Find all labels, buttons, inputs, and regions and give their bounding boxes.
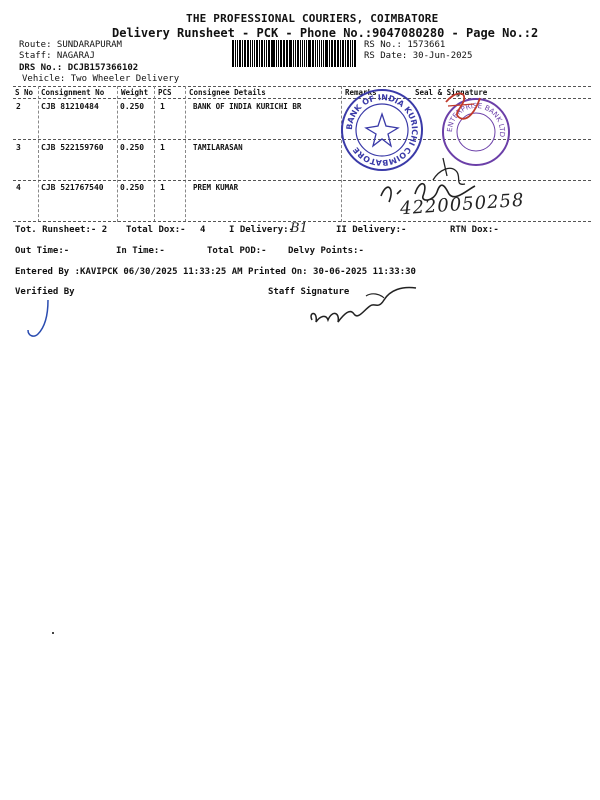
row-consignment: CJB 81210484: [41, 102, 99, 111]
row-weight: 0.250: [120, 183, 145, 192]
total-pod-label: Total POD:-: [207, 246, 267, 256]
barcode-bar: [244, 40, 246, 67]
rtn-dox-label: RTN Dox:-: [450, 225, 499, 235]
row-weight: 0.250: [120, 143, 145, 152]
barcode-bar: [302, 40, 304, 67]
barcode-bar: [266, 40, 267, 67]
stray-dot: [52, 632, 54, 634]
i-delivery-label: I Delivery:-: [229, 225, 295, 235]
barcode-bar: [319, 40, 321, 67]
in-time-label: In Time:-: [116, 246, 165, 256]
row-weight: 0.250: [120, 102, 145, 111]
barcode-bar: [268, 40, 270, 67]
staff-signature-label: Staff Signature: [268, 287, 350, 297]
col-pcs: PCS: [158, 88, 172, 97]
barcode-bar: [350, 40, 351, 67]
row-pcs: 1: [160, 102, 165, 111]
row-consignee: TAMILARASAN: [193, 143, 243, 152]
col-remarks: Remarks: [345, 88, 377, 97]
col-consignee: Consignee Details: [189, 88, 266, 97]
printed-on: Printed On: 30-06-2025 11:33:30: [248, 267, 416, 277]
staff-label: Staff: NAGARAJ: [19, 51, 95, 61]
barcode-bar: [276, 40, 277, 67]
delvy-points-label: Delvy Points:-: [288, 246, 364, 256]
row-consignee: BANK OF INDIA KURICHI BR: [193, 102, 302, 111]
barcode-bar: [283, 40, 285, 67]
verified-by-label: Verified By: [15, 287, 75, 297]
verified-by-mark: [22, 296, 62, 340]
barcode-bar: [325, 40, 328, 67]
barcode-bar: [312, 40, 314, 67]
row-consignment: CJB 521767540: [41, 183, 104, 192]
row-sno: 3: [16, 143, 21, 152]
barcode-bar: [354, 40, 356, 67]
col-seal-signature: Seal & Signature: [415, 88, 488, 97]
barcode-bar: [235, 40, 236, 67]
barcode-bar: [337, 40, 339, 67]
barcode-bar: [247, 40, 249, 67]
barcode-bar: [271, 40, 272, 67]
bank-stamp-text: BANK OF INDIA KURICHI COIMBATORE: [344, 92, 420, 168]
row-pcs: 1: [160, 183, 165, 192]
barcode-bar: [242, 40, 243, 67]
barcode-bar: [306, 40, 307, 67]
barcode-bar: [352, 40, 353, 67]
route-label: Route: SUNDARAPURAM: [19, 40, 122, 50]
row-pcs: 1: [160, 143, 165, 152]
barcode: [232, 40, 357, 67]
barcode-bar: [259, 40, 260, 67]
rs-date: RS Date: 30-Jun-2025: [364, 51, 473, 61]
round-stamp-text: ENTERPRISE BANK LTD: [445, 101, 507, 138]
barcode-bar: [329, 40, 330, 67]
barcode-bar: [252, 40, 253, 67]
barcode-bar: [300, 40, 301, 67]
ii-delivery-label: II Delivery:-: [336, 225, 407, 235]
barcode-bar: [347, 40, 350, 67]
row-sno: 4: [16, 183, 21, 192]
col-consignment: Consignment No: [41, 88, 105, 97]
barcode-bar: [342, 40, 344, 67]
company-title: THE PROFESSIONAL COURIERS, COIMBATORE: [186, 12, 439, 25]
col-weight: Weight: [121, 88, 149, 97]
total-dox-value: 4: [200, 225, 206, 235]
staff-signature-mark: [300, 276, 430, 332]
col-sno: S No: [15, 88, 34, 97]
barcode-bar: [264, 40, 265, 67]
barcode-bar: [272, 40, 275, 67]
total-dox-label: Total Dox:-: [126, 225, 186, 235]
barcode-bar: [278, 40, 279, 67]
barcode-bar: [250, 40, 251, 67]
barcode-bar: [256, 40, 259, 67]
barcode-bar: [254, 40, 255, 67]
barcode-bar: [308, 40, 311, 67]
barcode-bar: [315, 40, 316, 67]
barcode-bar: [304, 40, 305, 67]
tot-runsheet: Tot. Runsheet:- 2: [15, 225, 108, 235]
barcode-bar: [321, 40, 322, 67]
barcode-bar: [293, 40, 294, 67]
drs-number: DRS No.: DCJB157366102: [19, 63, 139, 73]
barcode-bar: [261, 40, 263, 67]
barcode-bar: [237, 40, 238, 67]
barcode-bar: [280, 40, 282, 67]
barcode-bar: [289, 40, 292, 67]
barcode-bar: [331, 40, 333, 67]
i-delivery-handwritten: B1: [290, 221, 308, 236]
out-time-label: Out Time:-: [15, 246, 70, 256]
entered-by: Entered By :KAVIPCK 06/30/2025 11:33:25 AM: [15, 267, 243, 277]
barcode-bar: [323, 40, 324, 67]
red-pen-mark: [440, 88, 490, 128]
barcode-bar: [287, 40, 288, 67]
row-sno: 2: [16, 102, 21, 111]
barcode-bar: [232, 40, 234, 67]
barcode-bar: [317, 40, 318, 67]
barcode-bar: [335, 40, 336, 67]
barcode-bar: [286, 40, 287, 67]
runsheet-subtitle: Delivery Runsheet - PCK - Phone No.:9047080280 - Page No.:2: [112, 26, 539, 40]
rs-number: RS No.: 1573661: [364, 40, 446, 50]
barcode-bar: [297, 40, 299, 67]
barcode-bar: [340, 40, 341, 67]
row-consignment: CJB 522159760: [41, 143, 104, 152]
vehicle-label: Vehicle: Two Wheeler Delivery: [22, 74, 180, 84]
barcode-bar: [239, 40, 242, 67]
handwritten-phone: 4220050258: [399, 189, 526, 220]
barcode-bar: [334, 40, 335, 67]
barcode-bar: [345, 40, 346, 67]
barcode-bar: [295, 40, 296, 67]
row-consignee: PREM KUMAR: [193, 183, 239, 192]
